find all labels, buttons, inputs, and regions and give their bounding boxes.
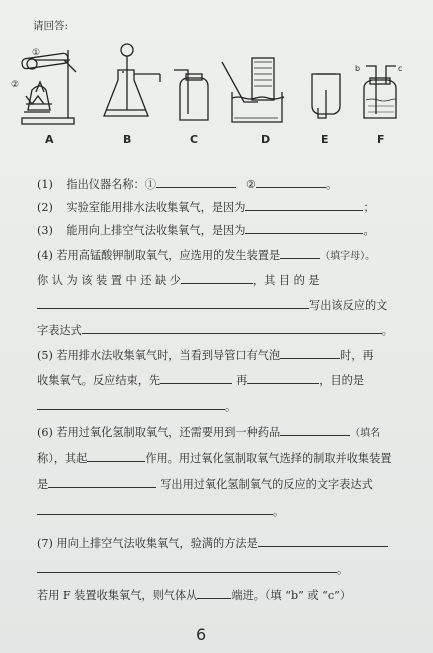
q6-blank-devices[interactable]: [48, 476, 156, 488]
apparatus-c-drawing: [174, 70, 208, 120]
q1-blank-1[interactable]: [156, 176, 236, 188]
q1-mark-2: ②: [245, 178, 256, 191]
prompt-text: 请回答:: [33, 20, 69, 32]
q5-text-4: 再: [236, 374, 248, 387]
question-3: [37, 222, 375, 238]
q6-text-1: (6) 若用过氧化氢制取氧气，还需要用到一种药品: [37, 426, 281, 439]
question-5-line-2: [37, 372, 364, 388]
apparatus-label-e: E: [321, 133, 329, 146]
q1-blank-2[interactable]: [256, 176, 326, 188]
q4-text-5: 字表达式: [37, 324, 82, 337]
q6-text-4: 是: [37, 478, 49, 491]
question-6-line-2: [37, 450, 391, 466]
apparatus-e-drawing: [312, 74, 340, 118]
q4-blank-purpose[interactable]: [37, 297, 309, 309]
q8-text-1: 若用 F 装置收集氧气，则气体从: [37, 589, 198, 602]
q6-blank-equation[interactable]: [37, 503, 273, 515]
question-6-line-1: [37, 424, 380, 441]
q5-blank-bubbles[interactable]: [280, 347, 340, 359]
apparatus-a-mark-1: ①: [32, 48, 41, 58]
apparatus-a-mark-2: ②: [11, 80, 20, 90]
question-5-line-3: [37, 398, 236, 414]
q7-text-1: (7) 用向上排空气法收集氧气，验满的方法是: [37, 537, 258, 550]
apparatus-label-d: D: [261, 133, 271, 146]
q4-text-1: (4) 若用高锰酸钾制取氧气，应选用的发生装置是: [37, 249, 281, 262]
q8-text-2: 端进。（填 “b” 或 “c”）: [231, 589, 352, 602]
q2-end: ；: [363, 201, 375, 214]
apparatus-f-drawing: [364, 66, 396, 118]
q6-hint: （填名: [350, 428, 381, 439]
question-2: [37, 199, 375, 215]
q1-text: 指出仪器名称：: [66, 178, 145, 191]
question-6-line-4: [37, 503, 284, 519]
q6-blank-reagent[interactable]: [280, 424, 350, 436]
q3-text: 能用向上排空气法收集氧气，是因为: [66, 224, 246, 237]
q4-text-2: 你 认 为 该 装 置 中 还 缺 少: [37, 274, 181, 287]
question-4-line-2: [37, 272, 320, 288]
apparatus-f-port-b: b: [355, 64, 361, 73]
q7-blank-method-1[interactable]: [258, 535, 388, 547]
q1-end: 。: [325, 178, 338, 191]
q4-blank-equation[interactable]: [82, 322, 382, 334]
q5-blank-purpose[interactable]: [37, 398, 225, 410]
q5-text-3: 收集氧气。反应结束，先: [37, 374, 161, 387]
question-1: [37, 176, 337, 192]
q3-number: (3): [37, 224, 53, 237]
q2-text: 实验室能用排水法收集氧气，是因为: [66, 201, 246, 214]
q6-end: 。: [273, 505, 285, 518]
q5-end: 。: [225, 400, 237, 413]
question-7-line-2: [37, 561, 348, 577]
q8-blank-port[interactable]: [197, 587, 231, 599]
question-4-line-3: [37, 297, 387, 313]
apparatus-label-c: C: [190, 133, 199, 146]
apparatus-b-drawing: [104, 44, 160, 116]
q3-end: 。: [363, 224, 375, 237]
question-6-line-3: [37, 476, 373, 492]
q4-text-4: 写出该反应的文: [309, 299, 388, 312]
q5-text-5: ，目的是: [319, 374, 365, 387]
q6-text-2: 称），其起: [37, 452, 88, 465]
question-4-line-1: [37, 247, 375, 264]
q7-end: 。: [337, 563, 349, 576]
q3-blank[interactable]: [245, 222, 363, 234]
apparatus-label-b: B: [123, 133, 132, 146]
question-4-line-4: [37, 322, 393, 338]
q5-blank-then[interactable]: [247, 372, 319, 384]
q2-blank[interactable]: [245, 199, 363, 211]
q1-mark-1: ①: [144, 178, 156, 191]
question-7-line-1: [37, 535, 388, 551]
q1-number: (1): [37, 178, 53, 191]
question-5-line-1: [37, 347, 374, 363]
q4-blank-device[interactable]: [280, 247, 320, 259]
q6-blank-role[interactable]: [87, 450, 145, 462]
q4-hint: （填字母）。: [320, 251, 376, 262]
apparatus-f-port-c: c: [398, 64, 403, 73]
q4-text-3: ，其 目 的 是: [252, 274, 320, 287]
q6-text-3: 作用。用过氧化氢制取氧气选择的制取并收集装置: [145, 452, 392, 465]
q6-text-5: 写出用过氧化氢制氧气的反应的文字表达式: [160, 478, 373, 491]
apparatus-a-drawing: [22, 50, 76, 124]
q4-blank-missing[interactable]: [181, 272, 253, 284]
apparatus-label-a: A: [45, 133, 54, 146]
q2-number: (2): [37, 201, 53, 214]
q5-text-1: (5) 若用排水法收集氧气时，当看到导管口有气泡: [37, 349, 281, 362]
q5-text-2: 时，再: [340, 349, 374, 362]
apparatus-label-f: F: [377, 133, 385, 146]
q5-blank-first[interactable]: [160, 372, 232, 384]
page-number: 6: [196, 625, 207, 644]
apparatus-d-drawing: [222, 58, 284, 122]
apparatus-illustration: [0, 0, 433, 140]
question-f-device: [37, 587, 351, 603]
q4-end: 。: [381, 324, 393, 337]
q7-blank-method-2[interactable]: [37, 561, 337, 573]
